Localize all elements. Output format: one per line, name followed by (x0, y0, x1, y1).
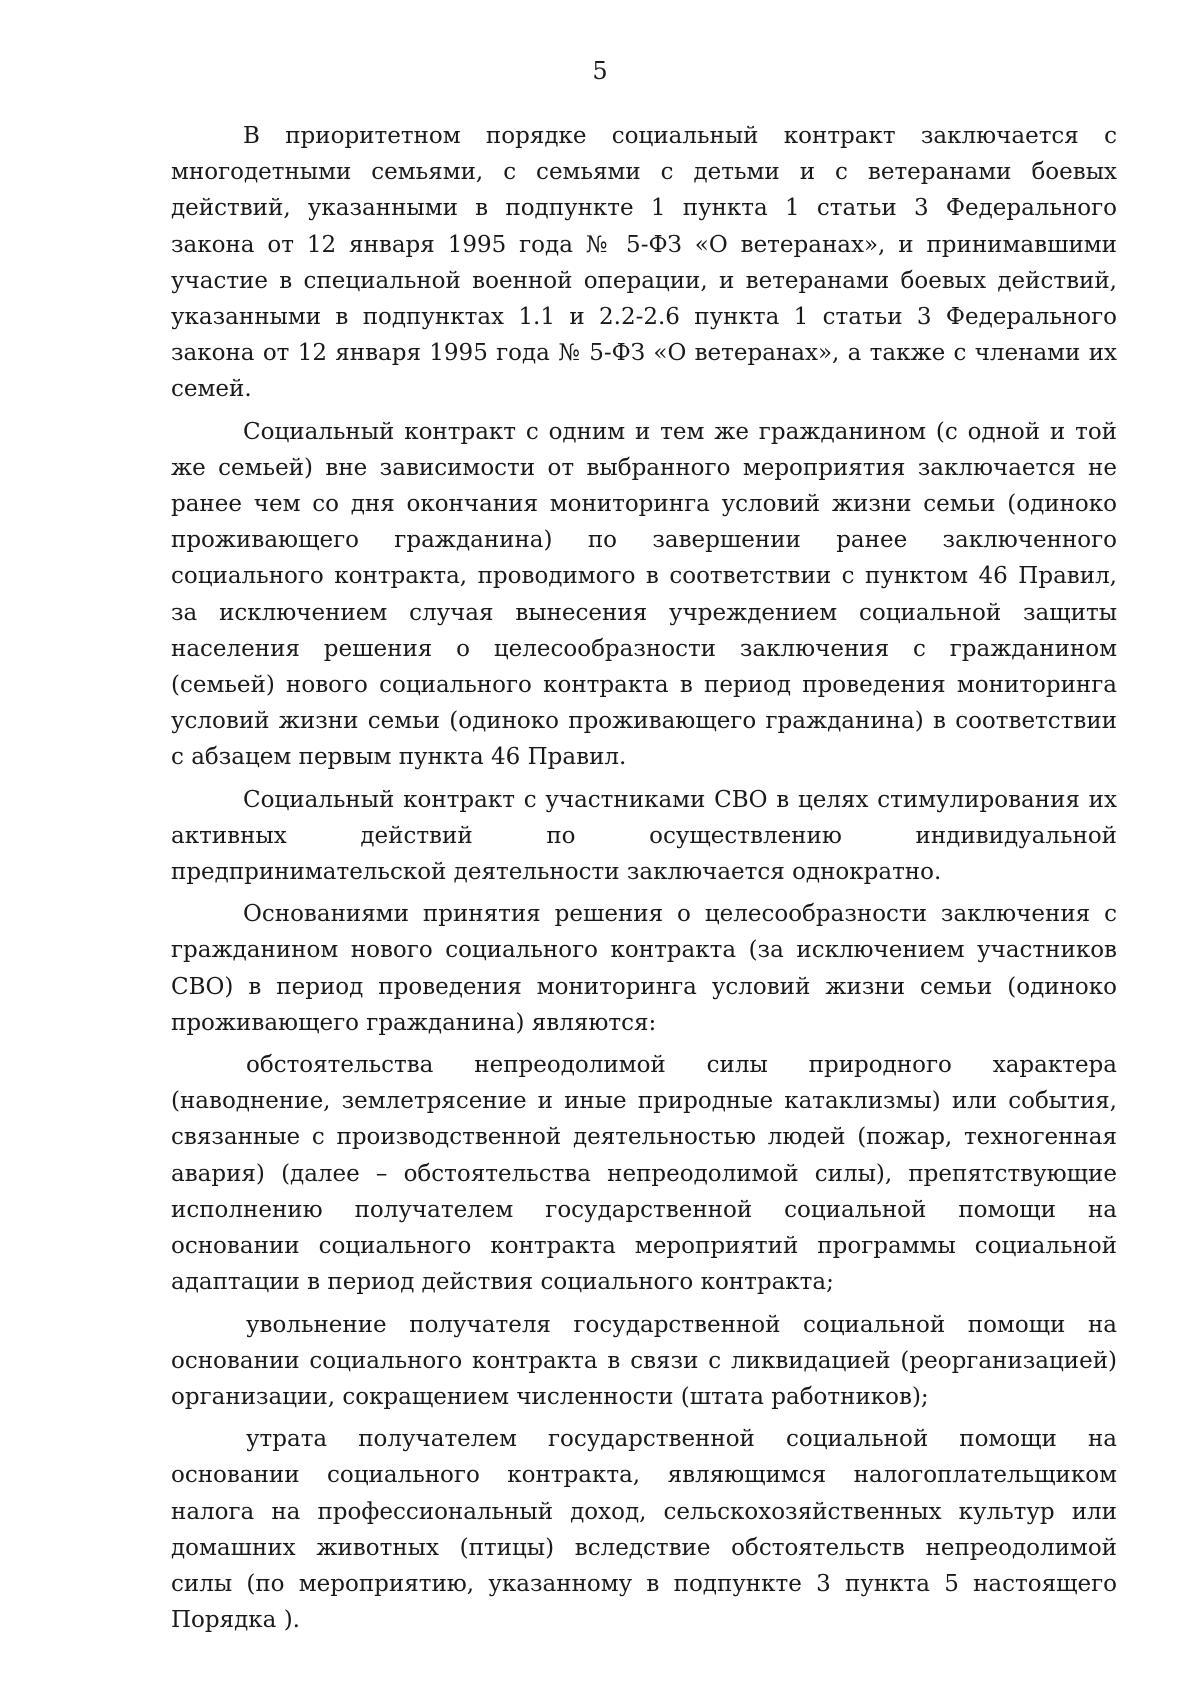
page-number: 5 (592, 57, 608, 85)
paragraph-force-majeure: обстоятельства непреодолимой силы природного характера (наводнение, землетрясение и иные природные катаклизмы) или события, связанные с производственной деятельностью людей (пожар, техногенная авария) (далее – обстоятельства непреодолимой силы), препятствующие исполнению получателем государственной социальной помощи на основании социального контракта мероприятий программы социальной адаптации в период действия социального контракта; (171, 1052, 1117, 1296)
paragraph-dismissal: увольнение получателя государственной социальной помощи на основании социального контракта в связи с ликвидацией (реорганизацией) организации, сокращением численности (штата работников); (171, 1311, 1117, 1410)
paragraph-priority: В приоритетном порядке социальный контракт заключается с многодетными семьями, с семьями с детьми и с ветеранами боевых действий, указанными в подпункте 1 пункта 1 статьи 3 Федерального закона от 12 января 1995 года № 5-ФЗ «О ветеранах», и принимавшими участие в специальной военной операции, и ветеранами боевых действий, указанными в подпунктах 1.1 и 2.2-2.6 пункта 1 статьи 3 Федерального закона от 12 января 1995 года № 5-ФЗ «О ветеранах», а также с членами их семей. (171, 123, 1117, 403)
paragraph-repeat-contract: Социальный контракт с одним и тем же гражданином (с одной и той же семьей) вне зависимости от выбранного мероприятия заключается не ранее чем со дня окончания мониторинга условий жизни семьи (одиноко проживающего гражданина) по завершении ранее заключенного социального контракта, проводимого в соответствии с пунктом 46 Правил, за исключением случая вынесения учреждением социальной защиты населения решения о целесообразности заключения с гражданином (семьей) нового социального контракта в период проведения мониторинга условий жизни семьи (одиноко проживающего гражданина) в соответствии с абзацем первым пункта 46 Правил. (171, 418, 1117, 771)
document-body (171, 118, 1117, 1644)
paragraph-grounds: Основаниями принятия решения о целесообразности заключения с гражданином нового социального контракта (за исключением участников СВО) в период проведения мониторинга условий жизни семьи (одиноко проживающего гражданина) являются: (171, 901, 1117, 1036)
paragraph-svo-once: Социальный контракт с участниками СВО в целях стимулирования их активных действий по осуществлению индивидуальной предпринимательской деятельности заключается однократно. (171, 786, 1117, 886)
paragraph-loss: утрата получателем государственной социальной помощи на основании социального контракта, являющимся налогоплательщиком налога на профессиональный доход, сельскохозяйственных культур или домашних животных (птицы) вследствие обстоятельств непреодолимой силы (по мероприятию, указанному в подпункте 3 пункта 5 настоящего Порядка ). (171, 1426, 1117, 1634)
